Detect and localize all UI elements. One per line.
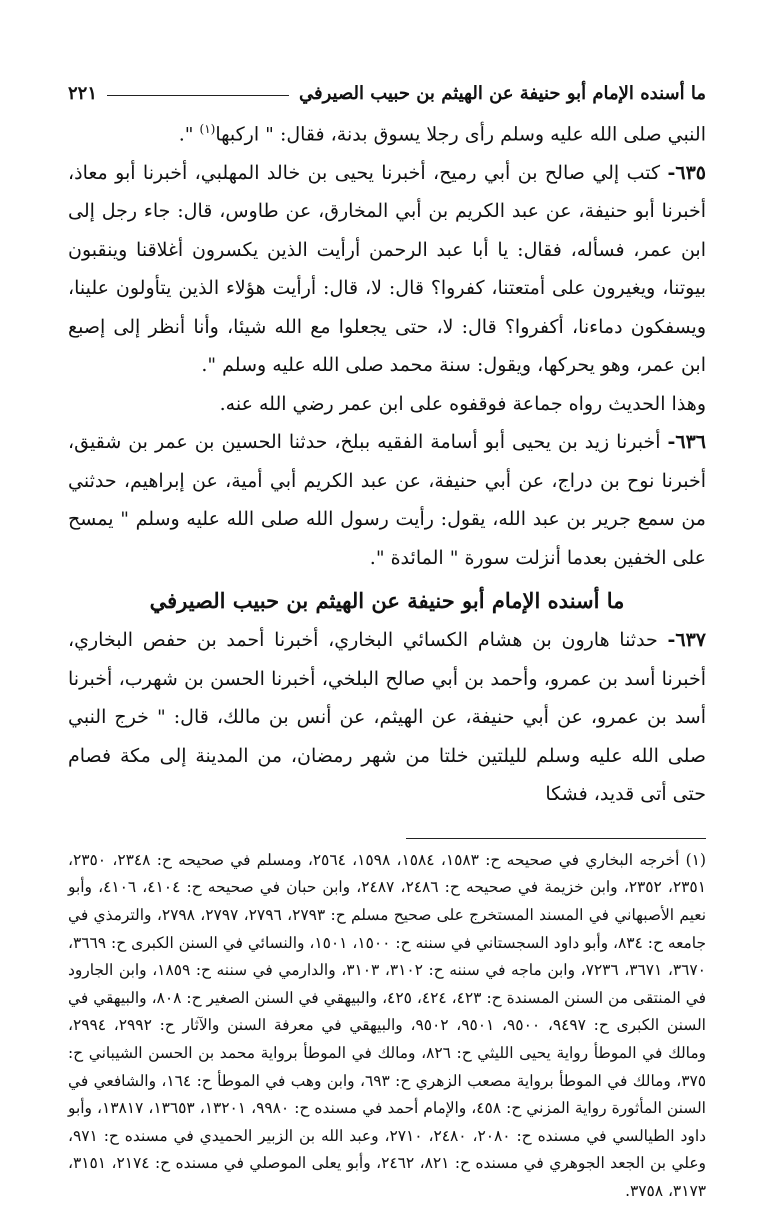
paragraph-text: أخبرنا زيد بن يحيى أبو أسامة الفقيه ببلخ، حدثنا الحسين بن عمر بن شقيق، أخبرنا نوح بن دراج، عن أبي حنيفة، عن عبد الكريم أبي أمية، عن إبراهيم، حدثني من سمع جرير بن عبد الله، يقول: رأيت رسول الله صلى الله عليه وسلم " يمسح على الخفين بعدما أنزلت سورة " المائدة ". [68, 431, 706, 569]
paragraph-tail: ". [178, 123, 200, 146]
paragraph-text: وهذا الحديث رواه جماعة فوقفوه على ابن عمر رضي الله عنه. [219, 392, 706, 415]
paragraph-text: النبي صلى الله عليه وسلم رأى رجلا يسوق بدنة، فقال: " اركبها [215, 123, 706, 146]
header-rule [107, 95, 289, 96]
paragraph-text: حدثنا هارون بن هشام الكسائي البخاري، أخبرنا أحمد بن حفص البخاري، أخبرنا أسد بن عمرو، وأحمد بن أبي صالح البلخي، أخبرنا الحسن بن شهرب، أخبرنا أسد بن عمرو، عن أبي حنيفة، عن الهيثم، عن أنس بن مالك، قال: " خرج النبي صلى الله عليه وسلم لليلتين خلتا من شهر رمضان، من المدينة إلى مكة فصام حتى أتى قديد، فشكا [68, 629, 706, 806]
hadith-number: ٦٣٧- [667, 629, 706, 652]
main-text [68, 110, 706, 814]
footnote-rule [406, 838, 706, 839]
running-header [68, 76, 706, 110]
hadith-636 [68, 423, 706, 577]
hadith-number: ٦٣٥- [667, 161, 706, 184]
page-number: ٢٢١ [68, 82, 98, 104]
running-title: ما أسنده الإمام أبو حنيفة عن الهيثم بن حبيب الصيرفي [298, 82, 706, 104]
hadith-637 [68, 621, 706, 814]
section-heading: ما أسنده الإمام أبو حنيفة عن الهيثم بن حبيب الصيرفي [149, 588, 625, 614]
hadith-number: ٦٣٦- [667, 431, 706, 454]
footnote: (١) أخرجه البخاري في صحيحه ح: ١٥٨٣، ١٥٨٤، ١٥٩٨، ٢٥٦٤، ومسلم في صحيحه ح: ٢٣٤٨، ٢٣٥٠، ٢٣٥١، ٢٣٥٢، وابن خزيمة في صحيحه ح: ٢٤٨٦، ٢٤٨٧، وابن حبان في صحيحه ح: ٤١٠٤، ٤١٠٦، وأبو نعيم الأصبهاني في المسند المستخرج على صحيح مسلم ح: ٢٧٩٣، ٢٧٩٦، ٢٧٩٧، ٢٧٩٨، والترمذي في جامعه ح: ٨٣٤، وأبو داود السجستاني في سننه ح: ١٥٠٠، ١٥٠١، والنسائي في السنن الكبرى ح: ٣٦٦٩، ٣٦٧٠، ٣٦٧١، ٧٢٣٦، وابن ماجه في سننه ح: ٣١٠٢، ٣١٠٣، والدارمي في سننه ح: ١٨٥٩، وابن الجارود في المنتقى من السنن المسندة ح: ٤٢٣، ٤٢٤، ٤٢٥، والبيهقي في السنن الصغير ح: ٨٠٨، والبيهقي في السنن الكبرى ح: ٩٤٩٧، ٩٥٠٠، ٩٥٠١، ٩٥٠٢، والبيهقي في معرفة السنن والآثار ح: ٢٩٩٢، ٢٩٩٤، ومالك في الموطأ رواية يحيى الليثي ح: ٨٢٦، ومالك في الموطأ برواية محمد بن الحسن الشيباني ح: ٣٧٥، ومالك في الموطأ برواية مصعب الزهري ح: ٦٩٣، وابن وهب في الموطأ ح: ١٦٤، والشافعي في السنن المأثورة رواية المزني ح: ٤٥٨، والإمام أحمد في مسنده ح: ٩٩٨٠، ١٣٢٠١، ١٣٦٥٣، ١٣٨١٧، وأبو داود الطيالسي في مسنده ح: ٢٠٨٠، ٢٤٨٠، ٢٧١٠، وعبد الله بن الزبير الحميدي في مسنده ح: ٩٧١، وعلي بن الجعد الجوهري في مسنده ح: ٨٢١، ٢٤٦٢، وأبو يعلى الموصلي في مسنده ح: ٢١٧٤، ٣١٥١، ٣١٧٣، ٣٧٥٨. [68, 850, 707, 1200]
hadith-635 [68, 154, 706, 385]
footnote-marker[interactable]: (١) [199, 122, 216, 136]
commentary-note [68, 385, 706, 424]
paragraph-continuation [68, 110, 706, 154]
paragraph-text: كتب إلي صالح بن أبي رميح، أخبرنا يحيى بن خالد المهلبي، أخبرنا أبو معاذ، أخبرنا أبو حنيفة، عن عبد الكريم بن أبي المخارق، عن طاوس، قال: جاء رجل إلى ابن عمر، فسأله، فقال: يا أبا عبد الرحمن أرأيت الذين يكسرون أغلاقنا وينقبون بيوتنا، ويغيرون على أمتعتنا، كفروا؟ قال: لا، قال: أرأيت هؤلاء الذين يتأولون علينا، ويسفكون دماءنا، أكفروا؟ قال: لا، حتى يجعلوا مع الله شيئا، وأنا أنظر إلى إصبع ابن عمر، وهو يحركها، ويقول: سنة محمد صلى الله عليه وسلم ". [68, 161, 706, 377]
